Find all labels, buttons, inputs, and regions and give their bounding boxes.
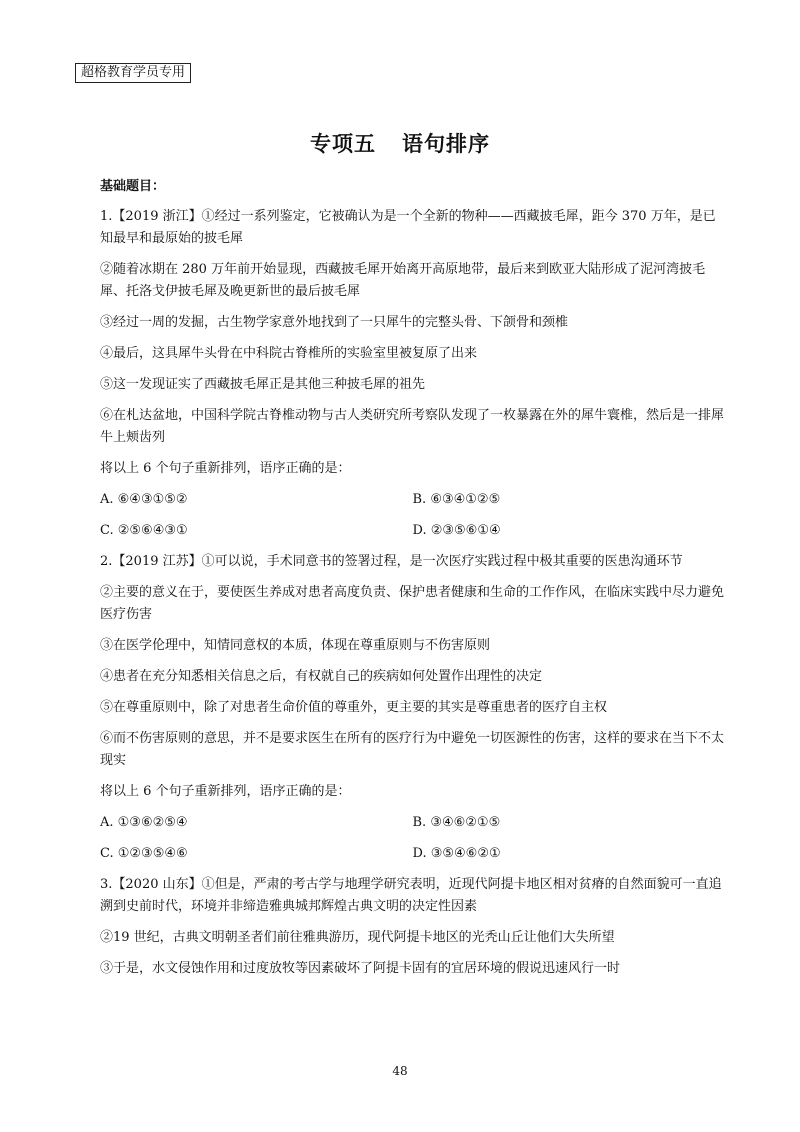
question-line: ②主要的意义在于，要使医生养成对患者高度负责、保护患者健康和生命的工作作风，在临床实践中尽力避免医疗伤害 (100, 585, 725, 622)
content (100, 176, 725, 989)
question-line: ④最后，这具犀牛头骨在中科院古脊椎所的实验室里被复原了出来 (100, 346, 478, 361)
question-line: ⑥而不伤害原则的意思，并不是要求医生在所有的医疗行为中避免一切医源性的伤害，这样的要求在当下不太现实 (100, 731, 725, 768)
option-d: D. ②③⑤⑥①④ (412, 523, 501, 538)
question-prompt: 将以上 6 个句子重新排列，语序正确的是： (100, 461, 351, 476)
options-row (100, 520, 725, 542)
question-line: ③经过一周的发掘，古生物学家意外地找到了一只犀牛的完整头骨、下颌骨和颈椎 (100, 315, 569, 330)
option-b: B. ③④⑥②①⑤ (412, 815, 501, 830)
options-row (100, 843, 725, 865)
question-line: 2.【2019 江苏】①可以说，手术同意书的签署过程，是一次医疗实践过程中极其重要的医患沟通环节 (100, 554, 683, 569)
watermark-stamp: 超格教育学员专用 (75, 63, 191, 83)
question-line: ②随着冰期在 280 万年前开始显现，西藏披毛犀开始离开高原地带，最后来到欧亚大陆形成了泥河湾披毛犀、托洛戈伊披毛犀及晚更新世的最后披毛犀 (100, 262, 706, 299)
question-prompt: 将以上 6 个句子重新排列，语序正确的是： (100, 784, 351, 799)
page-title (0, 128, 800, 158)
question-line: ⑥在札达盆地，中国科学院古脊椎动物与古人类研究所考察队发现了一枚暴露在外的犀牛寰椎，然后是一排犀牛上颊齿列 (100, 408, 725, 445)
title-part-2: 语句排序 (402, 131, 490, 156)
title-part-1: 专项五 (310, 131, 376, 156)
question-3 (100, 874, 725, 980)
option-b: B. ⑥③④①②⑤ (412, 492, 501, 507)
question-2 (100, 551, 725, 865)
option-d: D. ③⑤④⑥②① (412, 846, 501, 861)
question-line: 1.【2019 浙江】①经过一系列鉴定，它被确认为是一个全新的物种——西藏披毛犀，距今 370 万年，是已知最早和最原始的披毛犀 (100, 209, 716, 246)
option-c: C. ①②③⑤④⑥ (100, 846, 188, 861)
question-line: ③在医学伦理中，知情同意权的本质，体现在尊重原则与不伤害原则 (100, 638, 491, 653)
section-heading: 基础题目： (100, 179, 166, 194)
options-row (100, 812, 725, 834)
question-line: ④患者在充分知悉相关信息之后，有权就自己的疾病如何处置作出理性的决定 (100, 669, 543, 684)
question-line: ⑤这一发现证实了西藏披毛犀正是其他三种披毛犀的祖先 (100, 377, 426, 392)
option-a: A. ①③⑥②⑤④ (100, 815, 188, 830)
question-line: ⑤在尊重原则中，除了对患者生命价值的尊重外，更主要的其实是尊重患者的医疗自主权 (100, 700, 608, 715)
options-row (100, 489, 725, 511)
option-c: C. ②⑤⑥④③① (100, 523, 188, 538)
question-line: 3.【2020 山东】①但是，严肃的考古学与地理学研究表明，近现代阿提卡地区相对贫瘠的自然面貌可一直追溯到史前时代，环境并非缔造雅典城邦辉煌古典文明的决定性因素 (100, 877, 722, 914)
question-line: ②19 世纪，古典文明朝圣者们前往雅典游历，现代阿提卡地区的光秃山丘让他们大失所望 (100, 930, 615, 945)
question-1 (100, 206, 725, 542)
option-a: A. ⑥④③①⑤② (100, 492, 188, 507)
page-number: 48 (392, 1064, 408, 1078)
question-line: ③于是，水文侵蚀作用和过度放牧等因素破坏了阿提卡固有的宜居环境的假说迅速风行一时 (100, 961, 621, 976)
